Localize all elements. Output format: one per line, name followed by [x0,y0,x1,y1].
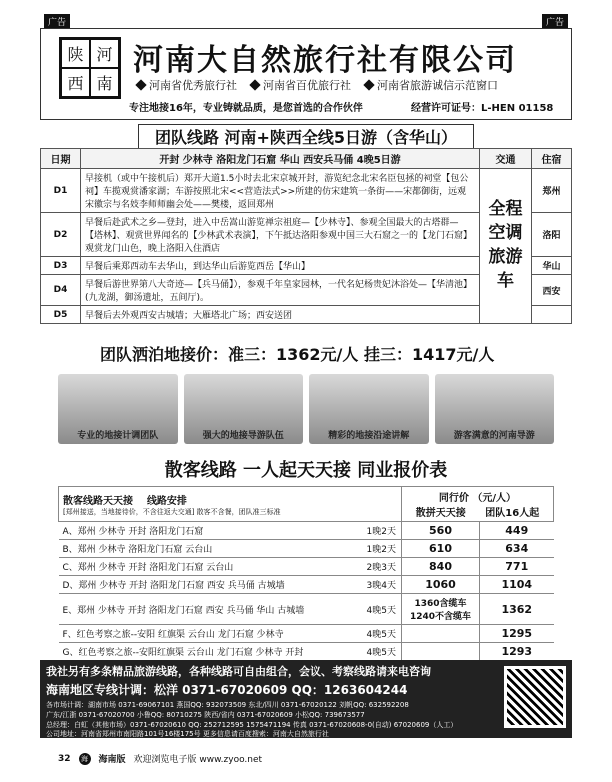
company-name: 河南大自然旅行社有限公司 [133,43,517,78]
honor-item: 河南省百优旅行社 [251,77,351,93]
table-row: E、郑州 少林寺 开封 洛阳龙门石窟 西安 兵马俑 华山 古城墙 4晚5天 1360含缆车 1240不含缆车 1362 [59,594,554,625]
license-number: 经营许可证号：L-HEN 01158 [411,103,554,114]
table-row: D5 早餐后去外观西安古城墙；大雁塔北广场；西安送团 [41,306,572,324]
table-row: C、郑州 少林寺 开封 洛阳龙门石窟 云台山 2晚3天 840 771 [59,558,554,576]
itinerary-table [40,148,572,324]
photo-strip [58,374,554,444]
company-header [40,28,572,120]
site-link[interactable]: 欢迎浏览电子版 www.zyoo.net [133,755,263,765]
table-row: D3 早餐后乘郑西动车去华山，到达华山后游览西岳【华山】 华山 [41,257,572,275]
photo-guides: 强大的地接导游队伍 [184,374,304,444]
diamond-icon [249,79,260,90]
table-header: 日期 开封 少林寺 洛阳龙门石窟 华山 西安兵马俑 4晚5日游 交通 住宿 [41,149,572,169]
contact-footer [40,660,572,738]
table-row: D2 早餐后赴武术之乡—登封，进入中岳嵩山游览禅宗祖庭—【少林寺】、参观全国最大的古塔群—【塔林】、观赏世界闻名的【少林武术表演】，下午抵达洛阳参观中国三大石窟之一的【龙门石窟】观赏龙门山色，晚上洛阳入住酒店 洛阳 [41,213,572,257]
table-row: B、郑州 少林寺 洛阳龙门石窟 云台山 1晚2天 610 634 [59,540,554,558]
edition-badge: 海 [79,753,91,765]
logo-char: 河 [90,39,119,68]
table-row: F、红色考察之旅--安阳 红旗渠 云台山 龙门石窟 少林寺 4晚5天 1295 [59,625,554,643]
photo-narration: 精彩的地接沿途讲解 [309,374,429,444]
diamond-icon [363,79,374,90]
scatter-header: 散客线路天天接 线路安排 [郑州接送，当地接待价，不含往返大交通] 散客不含餐，团队准三标准 同行价 （元/人） 散拼天天接 团队16人起 [59,487,554,522]
group-price: 团队洒泊地接价：准三：1362元/人 挂三：1417元/人 [100,345,495,364]
honor-item: 河南省优秀旅行社 [137,77,237,93]
scatter-title: 散客线路 一人起天天接 同业报价表 [164,460,448,481]
honor-item: 河南省旅游诚信示范窗口 [365,77,498,93]
table-row: G、红色考察之旅--安阳红旗渠 云台山 龙门石窟 少林寺 开封 4晚5天 1293 [59,643,554,661]
transport-cell: 全程空调旅游车 [480,169,532,324]
slogan: 专注地接16年，专业铸就品质，是您首选的合作伙伴 [129,103,363,114]
logo-char: 西 [61,68,90,97]
footer-hotline: 海南地区专线计调：松洋 0371-67020609 QQ：1263604244 [46,683,408,697]
table-row: D4 早餐后游世界第八大奇迹—【兵马俑】），参观千年皇家园林，一代名妃杨贵妃沐浴处—【华清池】(九龙湖，御汤遗址，五间厅)。 西安 [41,275,572,306]
qr-code [504,666,566,728]
route-title: 团队线路 河南+陕西全线5日游（含华山） [40,124,572,149]
ad-tag-right: 广告 [542,14,568,29]
footer-intro: 我社另有多条精品旅游线路，各种线路可自由组合，会议、考察线路请来电咨询 [46,665,431,678]
honors-list [137,77,498,93]
edition-name: 海南版 [98,755,126,765]
table-row: D1 早接机（或中午接机后）郑开大道1.5小时去北宋京城开封，游览纪念北宋名臣包拯的祠堂【包公祠】车揽观赏潘家湖；车游按照北宋<<营造法式>>所建的仿宋建筑一条街——宋都御街，远观宋徽宗与名妓李师师幽会处——樊楼，返回郑州 全程空调旅游车 郑州 [41,169,572,213]
photo-tourists: 游客满意的河南导游 [435,374,555,444]
table-row: A、郑州 少林寺 开封 洛阳龙门石窟 1晚2天 560 449 [59,522,554,540]
company-logo [59,37,121,99]
ad-tag-left: 广告 [44,14,70,29]
diamond-icon [135,79,146,90]
footer-contacts: 各市场计调：湖南市场 0371-69067101 燕国QQ: 932073509 东北/四川 0371-67020122 刘帆QQ: 632592208 广东/江浙 0371-67020700 小鲁QQ: 80710275 陕西/省内 0371-67020609 小松QQ: 739673577 总经理：白虹（其他市场）0371-67020610 QQ: 252712595 1575471194 传真 0371-67020608-0(自动) 67020609（人工） 公司地址：河南省郑州市南阳路101号16楼175号 更多信息请百度搜索：河南大自然旅行社 [46,701,458,739]
photo-team: 专业的地接计调团队 [58,374,178,444]
page-number: 32 [58,753,71,764]
logo-char: 南 [90,68,119,97]
scatter-price-table [58,486,554,661]
table-row: D、郑州 少林寺 开封 洛阳龙门石窟 西安 兵马俑 古城墙 3晚4天 1060 1104 [59,576,554,594]
page-footer [58,752,262,765]
logo-char: 陕 [61,39,90,68]
